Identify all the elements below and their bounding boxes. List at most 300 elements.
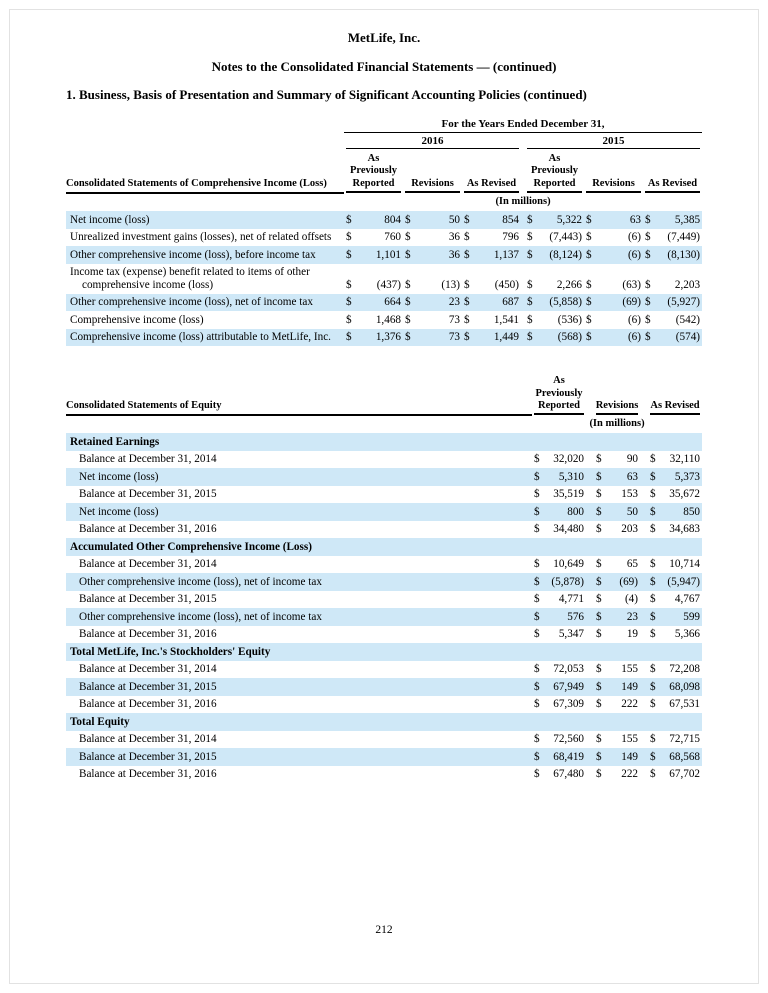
section-header: Accumulated Other Comprehensive Income (Loss) (66, 538, 702, 556)
cell-value: (5,927) (656, 294, 702, 312)
cell-value: (4) (624, 593, 638, 606)
column-gap (640, 696, 648, 714)
table-row (66, 468, 702, 486)
section-header: Total MetLife, Inc.'s Stockholders' Equity (66, 643, 702, 661)
table-row (66, 229, 702, 247)
currency-symbol: $ (584, 246, 597, 264)
column-gap (586, 748, 594, 766)
cell-value: (542) (675, 313, 701, 326)
currency-symbol: $ (525, 294, 538, 312)
cell-value: 63 (597, 211, 643, 229)
currency-symbol: $ (645, 231, 651, 244)
currency-symbol: $ (405, 231, 411, 244)
table-row (66, 433, 702, 451)
currency-symbol: $ (650, 733, 656, 746)
company-name: MetLife, Inc. (347, 30, 421, 45)
row-label: Other comprehensive income (loss), before income tax (66, 246, 344, 264)
section-header: Retained Earnings (66, 433, 702, 451)
currency-symbol: $ (403, 246, 416, 264)
cell-value: 1,137 (475, 246, 521, 264)
currency-symbol: $ (344, 329, 357, 347)
spacer (640, 371, 648, 415)
cell-value: 5,385 (656, 211, 702, 229)
cell-value: (6) (627, 313, 641, 326)
table-row (66, 451, 702, 469)
currency-symbol: $ (532, 573, 546, 591)
year-group-row (66, 133, 702, 149)
currency-symbol: $ (532, 678, 546, 696)
cell-value: 5,322 (538, 211, 584, 229)
column-gap (586, 573, 594, 591)
currency-symbol: $ (596, 733, 602, 746)
cell-value: (6) (597, 329, 643, 347)
cell-value: 67,309 (553, 698, 584, 711)
currency-symbol: $ (534, 523, 540, 536)
col-header-revisions: Revisions (584, 149, 643, 193)
currency-symbol: $ (594, 608, 608, 626)
units-note: (In millions) (495, 196, 551, 208)
cell-value: 67,531 (669, 698, 701, 711)
table2-caption: Consolidated Statements of Equity (66, 371, 532, 415)
equity-table (66, 371, 702, 783)
table-row (66, 713, 702, 731)
currency-symbol: $ (403, 211, 416, 229)
cell-value: 1,101 (357, 246, 403, 264)
cell-value: (7,449) (667, 231, 701, 244)
row-label: Balance at December 31, 2014 (79, 558, 217, 571)
currency-symbol: $ (586, 231, 592, 244)
row-label: Unrealized investment gains (losses), net of related offsets (70, 231, 332, 244)
column-gap (640, 591, 648, 609)
currency-symbol: $ (532, 468, 546, 486)
currency-symbol: $ (403, 329, 416, 347)
cell-value: 5,310 (546, 468, 586, 486)
cell-value: 5,373 (660, 468, 702, 486)
column-gap (640, 503, 648, 521)
years-ended-row (66, 118, 702, 133)
currency-symbol: $ (584, 329, 597, 347)
cell-value: (7,443) (549, 231, 582, 244)
cell-value: 35,519 (553, 488, 584, 501)
currency-symbol: $ (650, 628, 656, 641)
cell-value: 63 (608, 468, 640, 486)
cell-value: (6) (627, 231, 641, 244)
currency-symbol: $ (596, 698, 602, 711)
cell-value: (450) (494, 278, 519, 291)
spacer (66, 118, 344, 133)
table-row (66, 591, 702, 609)
currency-symbol: $ (464, 278, 470, 291)
cell-value: 35,672 (669, 488, 701, 501)
currency-symbol: $ (596, 628, 602, 641)
column-gap (640, 626, 648, 644)
cell-value: 72,053 (553, 663, 584, 676)
column-gap (586, 696, 594, 714)
column-gap (640, 748, 648, 766)
cell-value: 68,419 (546, 748, 586, 766)
table-row (66, 573, 702, 591)
currency-symbol: $ (405, 278, 411, 291)
cell-value: 72,560 (553, 733, 584, 746)
page-number: 212 (375, 924, 393, 936)
currency-symbol: $ (650, 453, 656, 466)
column-gap (640, 486, 648, 504)
column-gap (640, 731, 648, 749)
column-gap (586, 503, 594, 521)
cell-value: 1,449 (475, 329, 521, 347)
currency-symbol: $ (596, 523, 602, 536)
spacer (66, 133, 344, 149)
cell-value: 50 (608, 503, 640, 521)
table-row (66, 696, 702, 714)
currency-symbol: $ (532, 608, 546, 626)
table-row (66, 211, 702, 229)
cell-value: (568) (538, 329, 584, 347)
currency-symbol: $ (532, 748, 546, 766)
cell-value: 222 (621, 768, 638, 781)
document-page (66, 0, 702, 783)
currency-symbol: $ (596, 453, 602, 466)
row-label: Balance at December 31, 2016 (79, 628, 217, 641)
currency-symbol: $ (596, 768, 602, 781)
column-gap (586, 556, 594, 574)
cell-value: 155 (621, 733, 638, 746)
currency-symbol: $ (643, 246, 656, 264)
row-label: Balance at December 31, 2016 (79, 523, 217, 536)
currency-symbol: $ (648, 608, 660, 626)
cell-value: 4,771 (558, 593, 584, 606)
currency-symbol: $ (650, 698, 656, 711)
currency-symbol: $ (534, 698, 540, 711)
units-note: (In millions) (589, 418, 645, 430)
cell-value: 222 (621, 698, 638, 711)
cell-value: 155 (621, 663, 638, 676)
table-row (66, 264, 702, 294)
cell-value: 65 (626, 558, 638, 571)
col-header-as-revised: As Revised (643, 149, 702, 193)
currency-symbol: $ (645, 313, 651, 326)
row-label: Net income (loss) (66, 211, 344, 229)
currency-symbol: $ (527, 313, 533, 326)
column-gap (640, 451, 648, 469)
currency-symbol: $ (462, 329, 475, 347)
currency-symbol: $ (648, 748, 660, 766)
column-gap (586, 451, 594, 469)
cell-value: 36 (448, 231, 460, 244)
column-gap (640, 468, 648, 486)
currency-symbol: $ (596, 488, 602, 501)
cell-value: (13) (441, 278, 460, 291)
cell-value: 50 (416, 211, 462, 229)
cell-value: 576 (546, 608, 586, 626)
row-label: Net income (loss) (66, 503, 532, 521)
cell-value: 68,568 (660, 748, 702, 766)
currency-symbol: $ (596, 558, 602, 571)
row-label: Comprehensive income (loss) (70, 313, 204, 326)
column-gap (640, 661, 648, 679)
cell-value: 10,649 (553, 558, 584, 571)
currency-symbol: $ (462, 294, 475, 312)
cell-value: 1,541 (493, 313, 519, 326)
column-gap (640, 556, 648, 574)
col-header-revisions: Revisions (594, 371, 640, 415)
row-label: Income tax (expense) benefit related to items of other comprehensive income (loss) (70, 266, 310, 291)
currency-symbol: $ (344, 211, 357, 229)
table1-caption: Consolidated Statements of Comprehensive Income (Loss) (66, 149, 344, 193)
currency-symbol: $ (650, 488, 656, 501)
currency-symbol: $ (645, 278, 651, 291)
year-2016-header: 2016 (344, 133, 521, 149)
col-header-revisions: Revisions (403, 149, 462, 193)
cell-value: (437) (376, 278, 401, 291)
cell-value: 800 (546, 503, 586, 521)
cell-value: 36 (416, 246, 462, 264)
row-label: Balance at December 31, 2015 (66, 748, 532, 766)
column-gap (640, 608, 648, 626)
spacer (66, 415, 532, 433)
currency-symbol: $ (650, 523, 656, 536)
table-row (66, 538, 702, 556)
row-label: Other comprehensive income (loss), net of income tax (66, 608, 532, 626)
table-row (66, 294, 702, 312)
currency-symbol: $ (462, 246, 475, 264)
currency-symbol: $ (596, 663, 602, 676)
currency-symbol: $ (534, 768, 540, 781)
cell-value: 34,480 (553, 523, 584, 536)
cell-value: (536) (557, 313, 582, 326)
currency-symbol: $ (534, 558, 540, 571)
currency-symbol: $ (586, 313, 592, 326)
cell-value: (8,124) (538, 246, 584, 264)
currency-symbol: $ (648, 678, 660, 696)
currency-symbol: $ (534, 593, 540, 606)
currency-symbol: $ (648, 573, 660, 591)
currency-symbol: $ (534, 663, 540, 676)
currency-symbol: $ (464, 231, 470, 244)
cell-value: 1,468 (375, 313, 401, 326)
cell-value: 4,767 (674, 593, 701, 606)
column-gap (586, 661, 594, 679)
col-header-as-previously-reported: As Previously Reported (532, 371, 586, 415)
units-row (66, 193, 702, 211)
row-label: Other comprehensive income (loss), net of income tax (66, 573, 532, 591)
currency-symbol: $ (650, 663, 656, 676)
doc-title: Notes to the Consolidated Financial Statements — (continued) (211, 59, 557, 74)
table-row (66, 678, 702, 696)
column-gap (586, 678, 594, 696)
cell-value: (69) (597, 294, 643, 312)
row-label: Balance at December 31, 2015 (66, 678, 532, 696)
currency-symbol: $ (584, 211, 597, 229)
currency-symbol: $ (650, 558, 656, 571)
cell-value: 153 (621, 488, 638, 501)
cell-value: 19 (626, 628, 638, 641)
column-gap (586, 486, 594, 504)
cell-value: 67,480 (553, 768, 584, 781)
cell-value: 664 (357, 294, 403, 312)
currency-symbol: $ (527, 278, 533, 291)
currency-symbol: $ (650, 768, 656, 781)
column-gap (586, 521, 594, 539)
table-row (66, 661, 702, 679)
currency-symbol: $ (346, 231, 352, 244)
column-gap (586, 626, 594, 644)
cell-value: 1,376 (357, 329, 403, 347)
col-header-as-revised: As Revised (648, 371, 702, 415)
currency-symbol: $ (650, 593, 656, 606)
row-label: Balance at December 31, 2016 (79, 698, 217, 711)
table-row (66, 643, 702, 661)
cell-value: 23 (416, 294, 462, 312)
table-row (66, 329, 702, 347)
row-label: Comprehensive income (loss) attributable to MetLife, Inc. (66, 329, 344, 347)
currency-symbol: $ (525, 211, 538, 229)
row-label: Other comprehensive income (loss), net of income tax (66, 294, 344, 312)
cell-value: 760 (384, 231, 401, 244)
cell-value: 5,347 (558, 628, 584, 641)
row-label: Balance at December 31, 2015 (79, 488, 217, 501)
cell-value: 73 (448, 313, 460, 326)
currency-symbol: $ (534, 453, 540, 466)
cell-value: 203 (621, 523, 638, 536)
cell-value: 73 (416, 329, 462, 347)
section-header: Total Equity (66, 713, 702, 731)
table-row (66, 731, 702, 749)
currency-symbol: $ (643, 329, 656, 347)
spacer (66, 193, 344, 211)
column-gap (640, 521, 648, 539)
column-gap (640, 766, 648, 784)
row-label: Balance at December 31, 2014 (79, 733, 217, 746)
cell-value: 804 (357, 211, 403, 229)
currency-symbol: $ (344, 246, 357, 264)
currency-symbol: $ (594, 503, 608, 521)
currency-symbol: $ (534, 628, 540, 641)
table-row (66, 766, 702, 784)
currency-symbol: $ (594, 573, 608, 591)
row-label: Balance at December 31, 2016 (79, 768, 217, 781)
year-2015-header: 2015 (525, 133, 702, 149)
cell-value: 687 (475, 294, 521, 312)
row-label: Balance at December 31, 2015 (79, 593, 217, 606)
currency-symbol: $ (462, 211, 475, 229)
col-header-as-previously-reported: As Previously Reported (344, 149, 403, 193)
table-row (66, 608, 702, 626)
column-gap (586, 731, 594, 749)
cell-value: 854 (475, 211, 521, 229)
table-row (66, 311, 702, 329)
currency-symbol: $ (346, 313, 352, 326)
currency-symbol: $ (464, 313, 470, 326)
column-gap (586, 608, 594, 626)
col-header-as-previously-reported: As Previously Reported (525, 149, 584, 193)
currency-symbol: $ (594, 468, 608, 486)
years-ended-header: For the Years Ended December 31, (344, 118, 702, 133)
currency-symbol: $ (596, 593, 602, 606)
cell-value: 2,266 (556, 278, 582, 291)
cell-value: 149 (608, 678, 640, 696)
cell-value: 10,714 (669, 558, 701, 571)
currency-symbol: $ (648, 468, 660, 486)
comprehensive-income-table (66, 118, 702, 346)
currency-symbol: $ (643, 211, 656, 229)
cell-value: 5,366 (674, 628, 701, 641)
table-row (66, 246, 702, 264)
table-row (66, 521, 702, 539)
cell-value: 72,715 (669, 733, 701, 746)
column-gap (640, 678, 648, 696)
units-row (66, 415, 702, 433)
row-label: Net income (loss) (66, 468, 532, 486)
cell-value: 34,683 (669, 523, 701, 536)
currency-symbol: $ (525, 329, 538, 347)
cell-value: (63) (622, 278, 641, 291)
cell-value: (5,878) (546, 573, 586, 591)
cell-value: 32,110 (669, 453, 701, 466)
cell-value: 32,020 (553, 453, 584, 466)
currency-symbol: $ (346, 278, 352, 291)
currency-symbol: $ (534, 488, 540, 501)
row-label: Balance at December 31, 2014 (79, 663, 217, 676)
column-gap (586, 591, 594, 609)
currency-symbol: $ (594, 748, 608, 766)
table-row (66, 626, 702, 644)
table-row (66, 486, 702, 504)
cell-value: 599 (660, 608, 702, 626)
cell-value: (8,130) (656, 246, 702, 264)
currency-symbol: $ (403, 294, 416, 312)
currency-symbol: $ (344, 294, 357, 312)
cell-value: 796 (502, 231, 519, 244)
cell-value: (5,858) (538, 294, 584, 312)
cell-value: (574) (656, 329, 702, 347)
currency-symbol: $ (594, 678, 608, 696)
cell-value: 90 (626, 453, 638, 466)
row-label: Balance at December 31, 2014 (79, 453, 217, 466)
cell-value: 72,208 (669, 663, 701, 676)
cell-value: (6) (597, 246, 643, 264)
col-header-as-revised: As Revised (462, 149, 521, 193)
column-gap (586, 766, 594, 784)
column-header-row (66, 371, 702, 415)
cell-value: 149 (608, 748, 640, 766)
currency-symbol: $ (525, 246, 538, 264)
currency-symbol: $ (584, 294, 597, 312)
currency-symbol: $ (405, 313, 411, 326)
table-row (66, 503, 702, 521)
currency-symbol: $ (532, 503, 546, 521)
cell-value: 850 (660, 503, 702, 521)
cell-value: 68,098 (660, 678, 702, 696)
cell-value: 67,702 (669, 768, 701, 781)
table-row (66, 748, 702, 766)
cell-value: 23 (608, 608, 640, 626)
spacer (586, 371, 594, 415)
table-row (66, 556, 702, 574)
cell-value: (5,947) (660, 573, 702, 591)
currency-symbol: $ (534, 733, 540, 746)
currency-symbol: $ (643, 294, 656, 312)
currency-symbol: $ (527, 231, 533, 244)
section-heading: 1. Business, Basis of Presentation and Summary of Significant Accounting Policies (continued) (66, 87, 587, 102)
column-gap (640, 573, 648, 591)
cell-value: 67,949 (546, 678, 586, 696)
currency-symbol: $ (648, 503, 660, 521)
column-gap (586, 468, 594, 486)
cell-value: 2,203 (674, 278, 701, 291)
column-header-row (66, 149, 702, 193)
currency-symbol: $ (586, 278, 592, 291)
